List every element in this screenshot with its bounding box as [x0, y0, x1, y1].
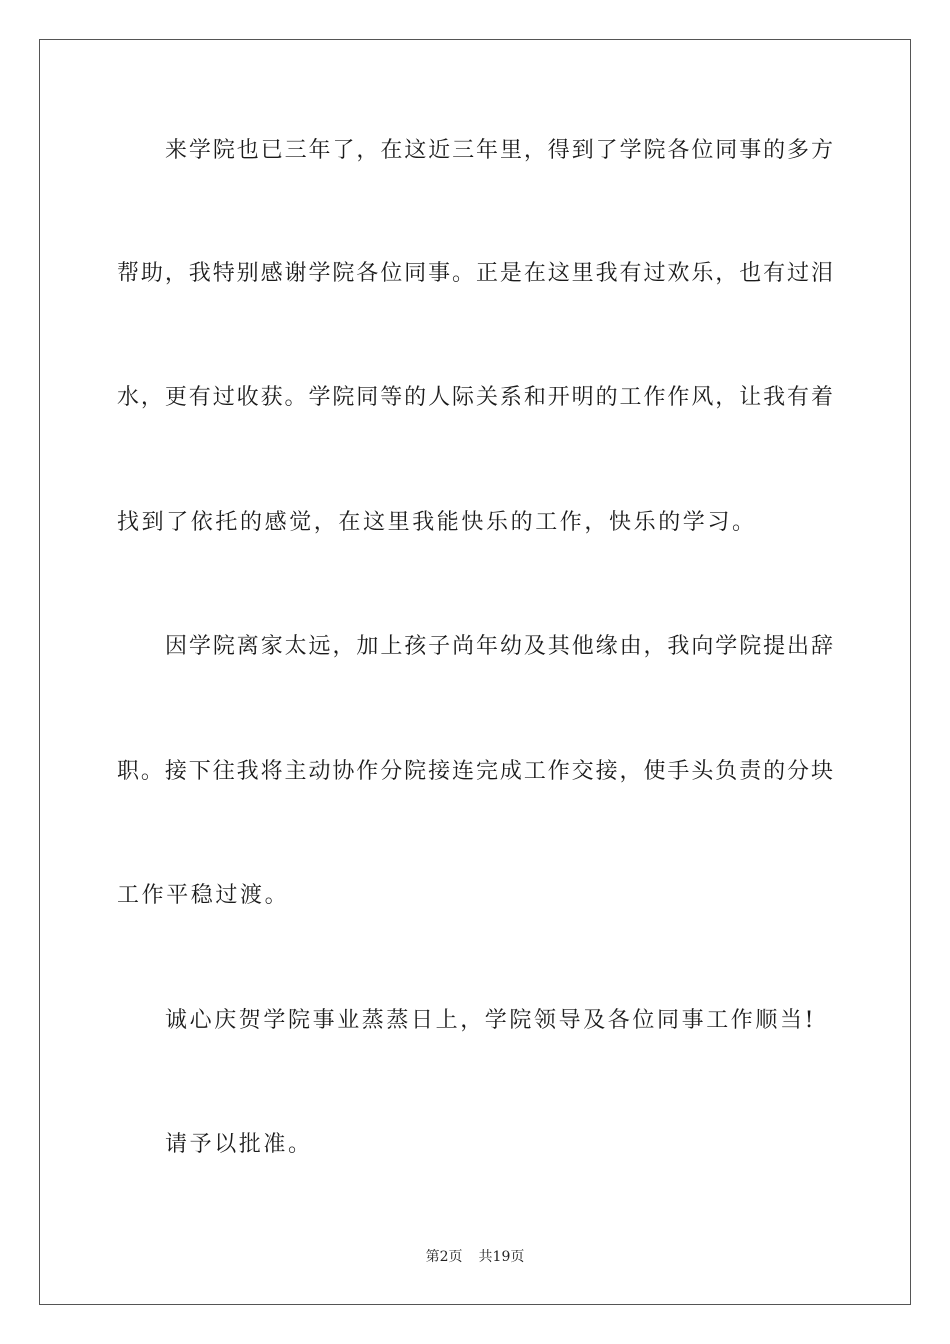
paragraph-1-line-4: 找到了依托的感觉，在这里我能快乐的工作，快乐的学习。 — [117, 510, 757, 535]
page-border — [39, 39, 911, 1305]
paragraph-2-line-3: 工作平稳过渡。 — [117, 883, 290, 908]
paragraph-1-line-3: 水，更有过收获。学院同等的人际关系和开明的工作作风，让我有着 — [117, 385, 833, 410]
page-number: 第2页 — [425, 1249, 463, 1265]
paragraph-2-line-2: 职。接下往我将主动协作分院接连完成工作交接，使手头负责的分块 — [117, 759, 833, 784]
paragraph-4-line-1: 请予以批准。 — [165, 1132, 313, 1157]
paragraph-1-line-1: 来学院也已三年了，在这近三年里，得到了学院各位同事的多方 — [165, 138, 833, 163]
paragraph-2-line-1: 因学院离家太远，加上孩子尚年幼及其他缘由，我向学院提出辞 — [165, 634, 833, 659]
paragraph-1-line-2: 帮助，我特别感谢学院各位同事。正是在这里我有过欢乐，也有过泪 — [117, 261, 833, 286]
page-total: 共19页 — [478, 1249, 525, 1265]
page-footer — [0, 1248, 950, 1266]
paragraph-3-line-1: 诚心庆贺学院事业蒸蒸日上，学院领导及各位同事工作顺当! — [165, 1008, 817, 1033]
